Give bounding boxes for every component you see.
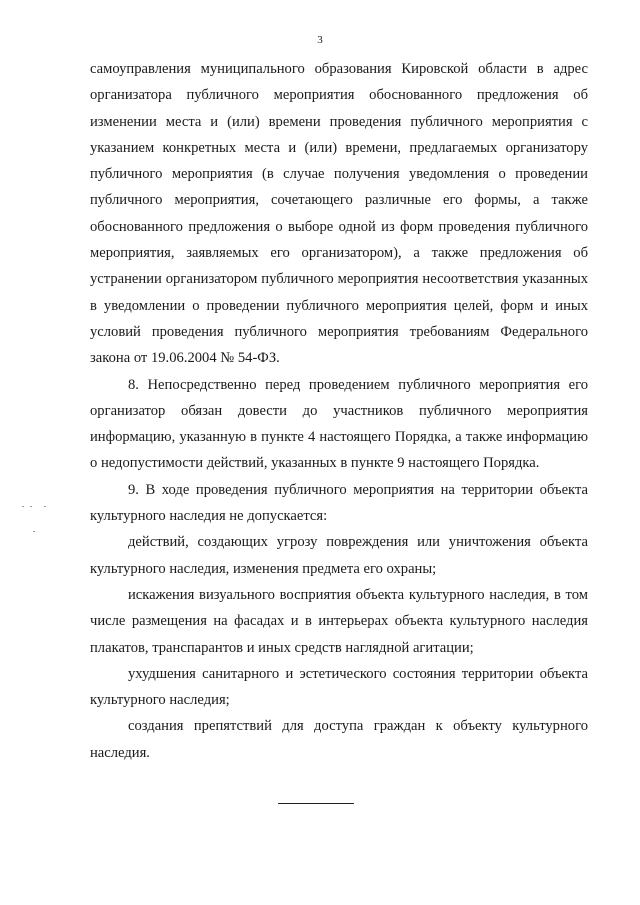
scan-speck <box>33 531 35 532</box>
paragraph-item-9-clause-1: действий, создающих угрозу повреждения или уничтожения объекта культурного наследия, изменения предмета его охраны; <box>90 534 588 577</box>
paragraph-item-9-clause-2: искажения визуального восприятия объекта культурного наследия, в том числе размещения на фасадах и в интерьерах объекта культурного наследия плакатов, транспарантов и иных средств наглядной агитации; <box>90 586 588 656</box>
paragraph-item-9-clause-3: ухудшения санитарного и эстетического состояния территории объекта культурного наследия; <box>90 665 588 709</box>
paragraph-item-9-clause-4: создания препятствий для доступа граждан к объекту культурного наследия. <box>90 718 588 761</box>
page-number: 3 <box>317 34 323 46</box>
scan-speck <box>44 506 46 507</box>
scan-speck <box>30 506 32 507</box>
end-divider-line <box>278 803 354 804</box>
paragraph-item-9: 9. В ходе проведения публичного мероприятия на территории объекта культурного наследия не допускается: <box>90 481 588 525</box>
paragraph-continuation: самоуправления муниципального образования Кировской области в адрес организатора публичного мероприятия обоснованного предложения об изменении места и (или) времени проведения публичного мероприятия с указанием конкретных места и (или) времени, предлагаемых организатору публичного мероприятия (в случае получения уведомления о проведении публичного мероприятия, сочетающего различные его формы, а также обоснованного предложения о выборе одной из форм проведения публичного мероприятия, заявляемых его организатором), а также предложения об устранении организатором публичного мероприятия несоответствия указанных в уведомлении о проведении публичного мероприятия целей, форм и иных условий проведения публичного мероприятия требованиям Федерального закона от 19.06.2004 № 54-ФЗ. <box>90 61 588 367</box>
document-body <box>90 56 588 766</box>
scan-speck <box>22 506 24 507</box>
paragraph-item-8: 8. Непосредственно перед проведением публичного мероприятия его организатор обязан довести до участников публичного мероприятия информацию, указанную в пункте 4 настоящего Порядка, а также информацию о недопустимости действий, указанных в пункте 9 настоящего Порядка. <box>90 376 588 472</box>
